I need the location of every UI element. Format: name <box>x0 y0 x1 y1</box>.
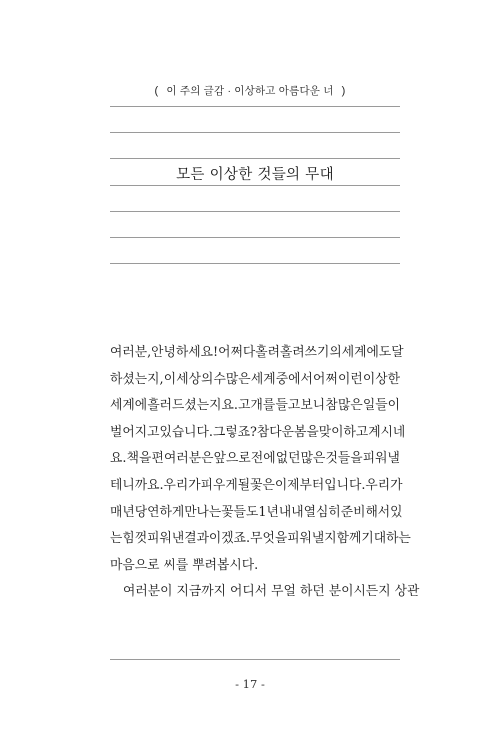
divider-rule <box>110 106 400 107</box>
divider-rule <box>110 158 400 159</box>
body-word: 봄을 <box>294 424 319 440</box>
body-word: 이제부터입니다. <box>274 477 366 493</box>
body-word: 피우게 <box>200 477 238 493</box>
body-word: 것들을 <box>325 451 363 467</box>
body-word: 이런 <box>337 371 363 387</box>
body-word: 참다운 <box>256 424 295 440</box>
body-word: 결과이겠죠. <box>184 531 251 547</box>
body-word: 편 <box>151 451 164 467</box>
body-word: 홀려 <box>279 345 305 360</box>
body-word: 요. <box>110 451 127 467</box>
body-word: 내내 <box>278 504 304 520</box>
body-word: 없던 <box>275 451 301 467</box>
body-word: 힘껏 <box>122 531 148 547</box>
body-line: 여러분이 지금까지 어디서 무얼 하던 분이시든지 상관 <box>123 584 420 600</box>
body-word: 쓰기의 <box>304 345 342 360</box>
body-word: 피워낼지 <box>287 531 337 547</box>
body-word: 열심히 <box>303 504 341 520</box>
body-word: 책을 <box>126 451 152 467</box>
body-line <box>110 340 404 367</box>
body-word: 많은 <box>300 451 326 467</box>
body-line <box>110 473 403 500</box>
body-word: 될 <box>237 477 251 493</box>
body-word: 어쩌다 <box>218 345 256 360</box>
body-word: 있 <box>390 504 403 520</box>
body-word: 많은 <box>337 398 363 414</box>
body-word: 어쩌 <box>313 371 338 387</box>
header-topic-label <box>0 83 500 98</box>
body-word: 보니 <box>300 398 326 414</box>
body-word: 그렇죠? <box>212 424 257 440</box>
body-word: 하셨는지, <box>110 371 164 387</box>
body-word: 테니까요. <box>110 477 164 493</box>
body-word: 함께 <box>336 531 362 547</box>
header-open-paren: ( <box>154 85 159 97</box>
body-word: 일들이 <box>362 398 400 414</box>
body-word: 준비해서 <box>340 504 391 520</box>
body-word: 1년 <box>258 504 279 520</box>
body-word: 우리가 <box>365 477 403 493</box>
body-word: 는 <box>110 531 123 547</box>
chapter-title: 모든 이상한 것들의 무대 <box>176 167 334 183</box>
body-text <box>110 340 420 606</box>
body-word: 우리가 <box>163 477 201 493</box>
body-word: 꽃들도 <box>221 504 259 520</box>
body-word: 세상의 <box>176 371 214 387</box>
header-close-paren: ) <box>341 85 346 97</box>
body-word: 세계 <box>250 371 276 387</box>
body-word: 당연하게 <box>134 504 185 520</box>
body-word: 흘러드셨는지요. <box>147 398 238 414</box>
body-word: 만나는 <box>184 504 222 520</box>
body-word: 꽃은 <box>250 477 275 493</box>
body-word: 여러분, <box>110 345 152 360</box>
body-word: 도달 <box>378 345 404 360</box>
body-word: 피워낼 <box>362 451 400 467</box>
body-line <box>110 526 411 553</box>
body-word: 무엇을 <box>250 531 288 547</box>
body-word: 중에서 <box>275 371 313 387</box>
body-line <box>110 420 406 447</box>
body-word: 이 <box>163 371 177 387</box>
header-topic-text: 이 주의 글감 · 이상하고 아름다운 너 <box>166 85 334 97</box>
divider-rule <box>110 185 400 186</box>
divider-rule <box>110 132 400 133</box>
body-word: 세계에 <box>110 398 148 414</box>
body-word: 이상한 <box>362 371 400 387</box>
body-word: 맞이하고 <box>318 424 369 440</box>
body-word: 계시네 <box>368 424 406 440</box>
divider-rule <box>110 263 400 264</box>
body-word: 벌어지고 <box>110 424 160 440</box>
body-word: 들고 <box>275 398 301 414</box>
body-word: 홀려 <box>255 345 280 360</box>
body-line: 마음으로 씨를 뿌려봅시다. <box>110 557 259 573</box>
body-word: 여러분은 <box>164 451 214 467</box>
footer-rule <box>110 659 400 660</box>
body-word: 기대하는 <box>361 531 411 547</box>
divider-rule <box>110 237 400 238</box>
body-line <box>110 446 400 473</box>
body-word: 참 <box>325 398 338 414</box>
divider-rule <box>110 211 400 212</box>
body-word: 고개를 <box>238 398 276 414</box>
body-word: 수많은 <box>213 371 251 387</box>
body-word: 안녕하세요! <box>151 345 219 360</box>
body-word: 세계에 <box>341 345 379 360</box>
body-word: 피워낸 <box>147 531 185 547</box>
body-word: 앞으로 <box>213 451 251 467</box>
page-number: - 17 - <box>235 677 265 691</box>
body-word: 있습니다. <box>159 424 213 440</box>
body-word: 전에 <box>250 451 276 467</box>
body-line <box>110 500 403 527</box>
body-line <box>110 367 400 394</box>
body-word: 매년 <box>110 504 135 520</box>
body-line <box>110 393 400 420</box>
